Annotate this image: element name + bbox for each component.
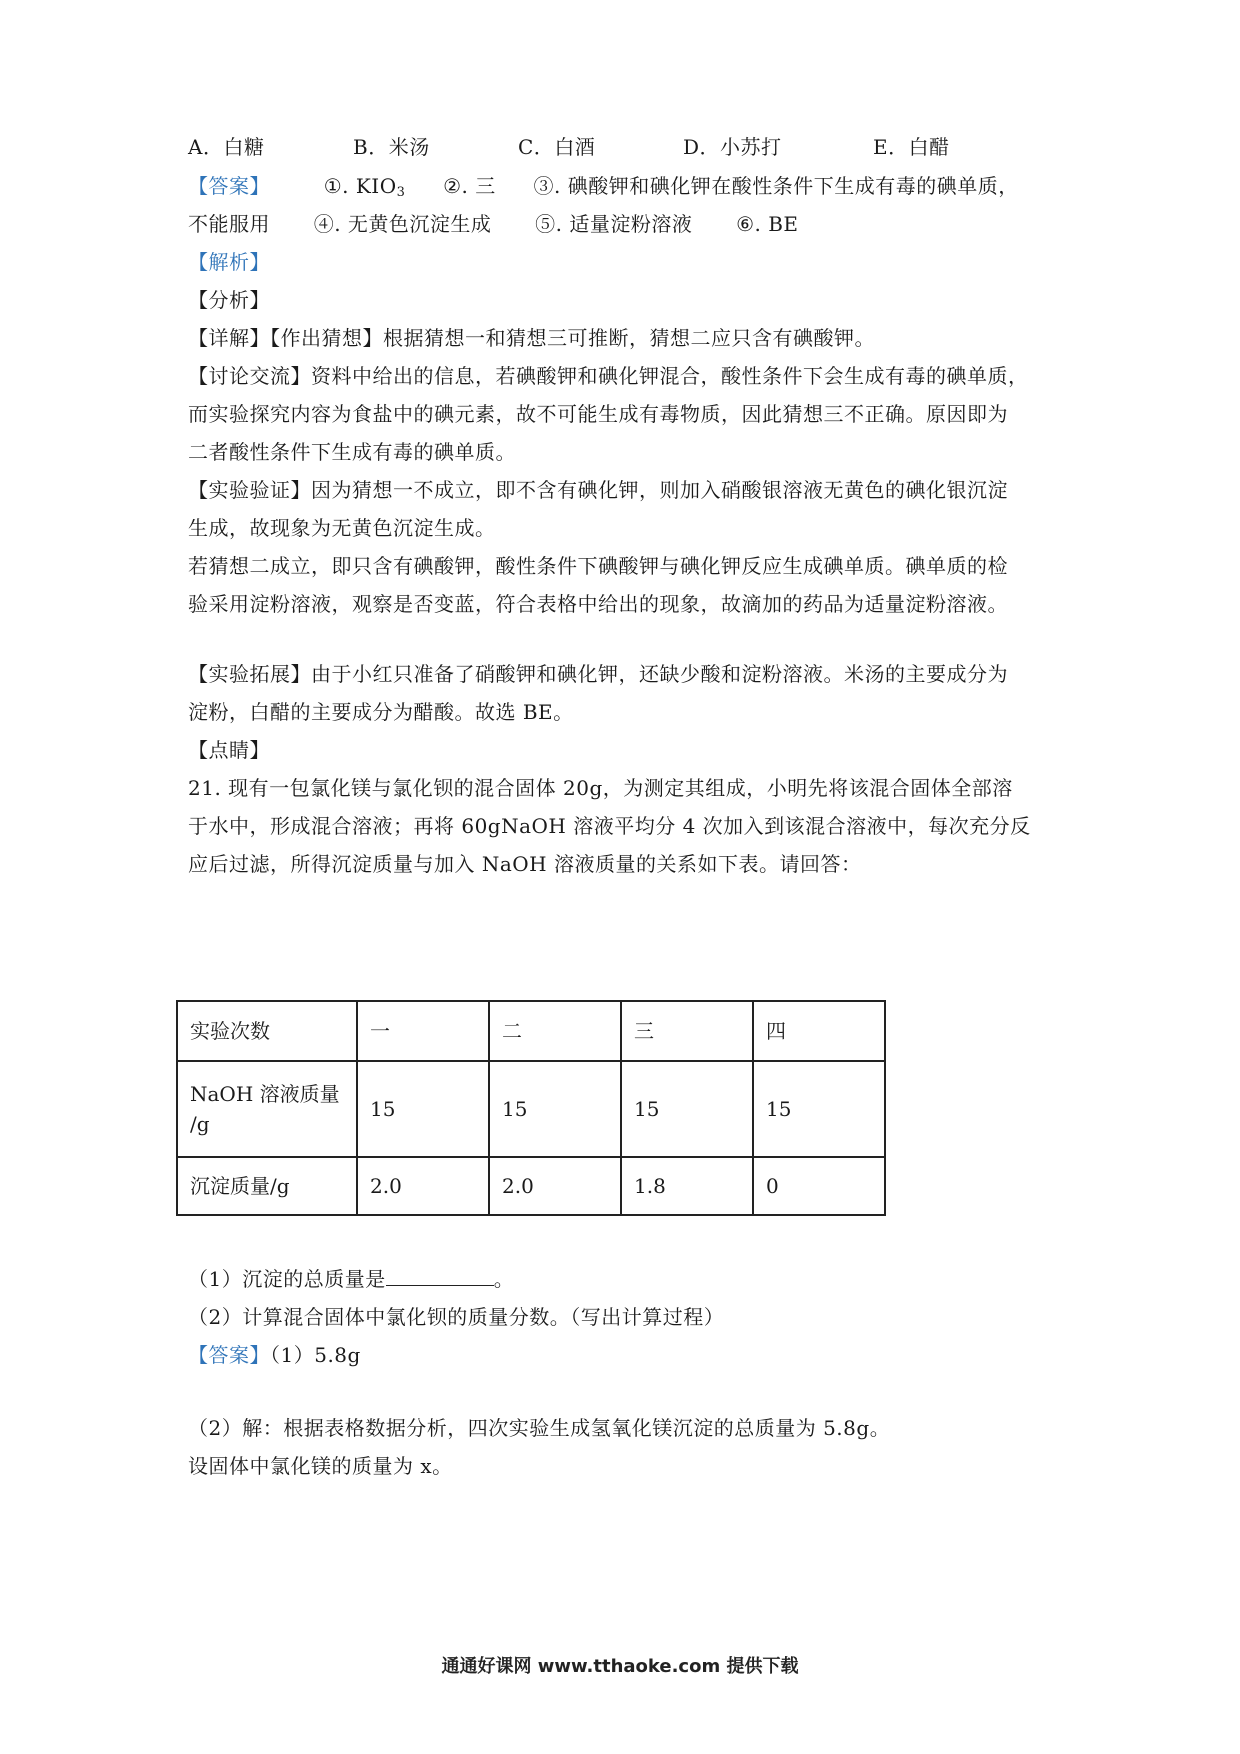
table-cell: 一 (357, 1001, 489, 1061)
fenxi-heading: 【分析】 (188, 288, 270, 312)
answer-item-6: ⑥. BE (736, 212, 799, 236)
table-row-label (177, 1001, 357, 1061)
dianjing-heading: 【点睛】 (188, 738, 270, 762)
table-cell: 15 (753, 1061, 885, 1157)
page-footer: 通通好课网 www.tthaoke.com 提供下载 (441, 1656, 799, 1677)
solution-line-1: （2）解：根据表格数据分析，四次实验生成氢氧化镁沉淀的总质量为 5.8g。 (188, 1416, 891, 1440)
option-letter: C． (518, 135, 555, 159)
option-text: 白糖 (223, 135, 265, 159)
table-cell: 1.8 (621, 1157, 753, 1215)
question-1-text: （1）沉淀的总质量是 (188, 1267, 386, 1291)
table-cell: 15 (621, 1061, 753, 1157)
answer-tag: 【答案】 (188, 1343, 270, 1367)
option-letter: A． (188, 135, 224, 159)
answer-blank (386, 1267, 494, 1286)
table-cell: 2.0 (357, 1157, 489, 1215)
detail-line-1: 【详解】【作出猜想】根据猜想一和猜想三可推断，猜想二应只含有碘酸钾。 (188, 326, 875, 350)
analysis-tag: 【解析】 (188, 250, 270, 274)
option-text: 白醋 (908, 135, 950, 159)
question-21-line-1: 21. 现有一包氯化镁与氯化钡的混合固体 20g，为测定其组成，小明先将该混合固体全部溶 (188, 776, 1013, 800)
detail-line-4: 二者酸性条件下生成有毒的碘单质。 (188, 440, 516, 464)
detail-line-3: 而实验探究内容为食盐中的碘元素，故不可能生成有毒物质，因此猜想三不正确。原因即为 (188, 402, 1008, 426)
table-row-label (177, 1061, 357, 1157)
detail-line-10: 淀粉，白醋的主要成分为醋酸。故选 BE。 (188, 700, 574, 724)
answer-item-2: ②. 三 (443, 174, 496, 198)
option-letter: B． (353, 135, 389, 159)
table-cell: 0 (753, 1157, 885, 1215)
table-row (177, 1001, 885, 1061)
table-cell: 2.0 (489, 1157, 621, 1215)
detail-line-6: 生成，故现象为无黄色沉淀生成。 (188, 516, 496, 540)
answer-item-3-continued: 不能服用 (188, 212, 270, 236)
answer-2-line (188, 1341, 361, 1369)
question-21-line-2: 于水中，形成混合溶液；再将 60gNaOH 溶液平均分 4 次加入到该混合溶液中，每次充分反 (188, 814, 1031, 838)
option-d (683, 133, 873, 161)
table-cell: 15 (489, 1061, 621, 1157)
detail-line-8: 验采用淀粉溶液，观察是否变蓝，符合表格中给出的现象，故滴加的药品为适量淀粉溶液。 (188, 592, 1008, 616)
table-row (177, 1157, 885, 1215)
option-text: 小苏打 (720, 135, 782, 159)
solution-line-2: 设固体中氯化镁的质量为 x。 (188, 1454, 453, 1478)
question-1 (188, 1265, 514, 1293)
detail-line-9: 【实验拓展】由于小红只准备了硝酸钾和碘化钾，还缺少酸和淀粉溶液。米汤的主要成分为 (188, 662, 1008, 686)
option-a (188, 133, 353, 161)
option-text: 白酒 (554, 135, 596, 159)
detail-line-7: 若猜想二成立，即只含有碘酸钾，酸性条件下碘酸钾与碘化钾反应生成碘单质。碘单质的检 (188, 554, 1008, 578)
answer-item-1-subscript: 3 (396, 185, 406, 200)
answer-item-1 (324, 174, 406, 198)
table-row-label-text: 实验次数 (190, 1019, 270, 1043)
option-letter: D． (683, 135, 721, 159)
table-row-label (177, 1157, 357, 1215)
option-c (518, 133, 683, 161)
question-1-end: 。 (493, 1267, 515, 1291)
table-cell: 15 (357, 1061, 489, 1157)
detail-line-5: 【实验验证】因为猜想一不成立，即不含有碘化钾，则加入硝酸银溶液无黄色的碘化银沉淀 (188, 478, 1008, 502)
answer-line-2 (188, 210, 799, 238)
answer-line-1 (188, 172, 1019, 207)
question-21-line-3: 应后过滤，所得沉淀质量与加入 NaOH 溶液质量的关系如下表。请回答： (188, 852, 862, 876)
option-e (873, 133, 950, 161)
answer-tag: 【答案】 (188, 174, 270, 198)
option-text: 米汤 (388, 135, 430, 159)
table-cell: 三 (621, 1001, 753, 1061)
options-line (188, 133, 950, 161)
option-letter: E． (873, 135, 909, 159)
data-table (176, 1000, 886, 1216)
table-row-label-unit: /g (190, 1112, 210, 1136)
table-row-label-text: 沉淀质量/g (190, 1174, 290, 1198)
table-row (177, 1061, 885, 1157)
table-row-label-text: NaOH 溶液质量 (190, 1082, 340, 1106)
answer-2-text: （1）5.8g (270, 1343, 361, 1367)
question-2: （2）计算混合固体中氯化钡的质量分数。（写出计算过程） (188, 1305, 725, 1329)
answer-item-1-text: ①. KIO (323, 174, 397, 198)
table-cell: 二 (489, 1001, 621, 1061)
table-cell: 四 (753, 1001, 885, 1061)
answer-item-4: ④. 无黄色沉淀生成 (313, 212, 492, 236)
option-b (353, 133, 518, 161)
detail-line-2: 【讨论交流】资料中给出的信息，若碘酸钾和碘化钾混合，酸性条件下会生成有毒的碘单质， (188, 364, 1029, 388)
answer-item-5: ⑤. 适量淀粉溶液 (535, 212, 693, 236)
answer-item-3: ③. 碘酸钾和碘化钾在酸性条件下生成有毒的碘单质， (533, 174, 1019, 198)
